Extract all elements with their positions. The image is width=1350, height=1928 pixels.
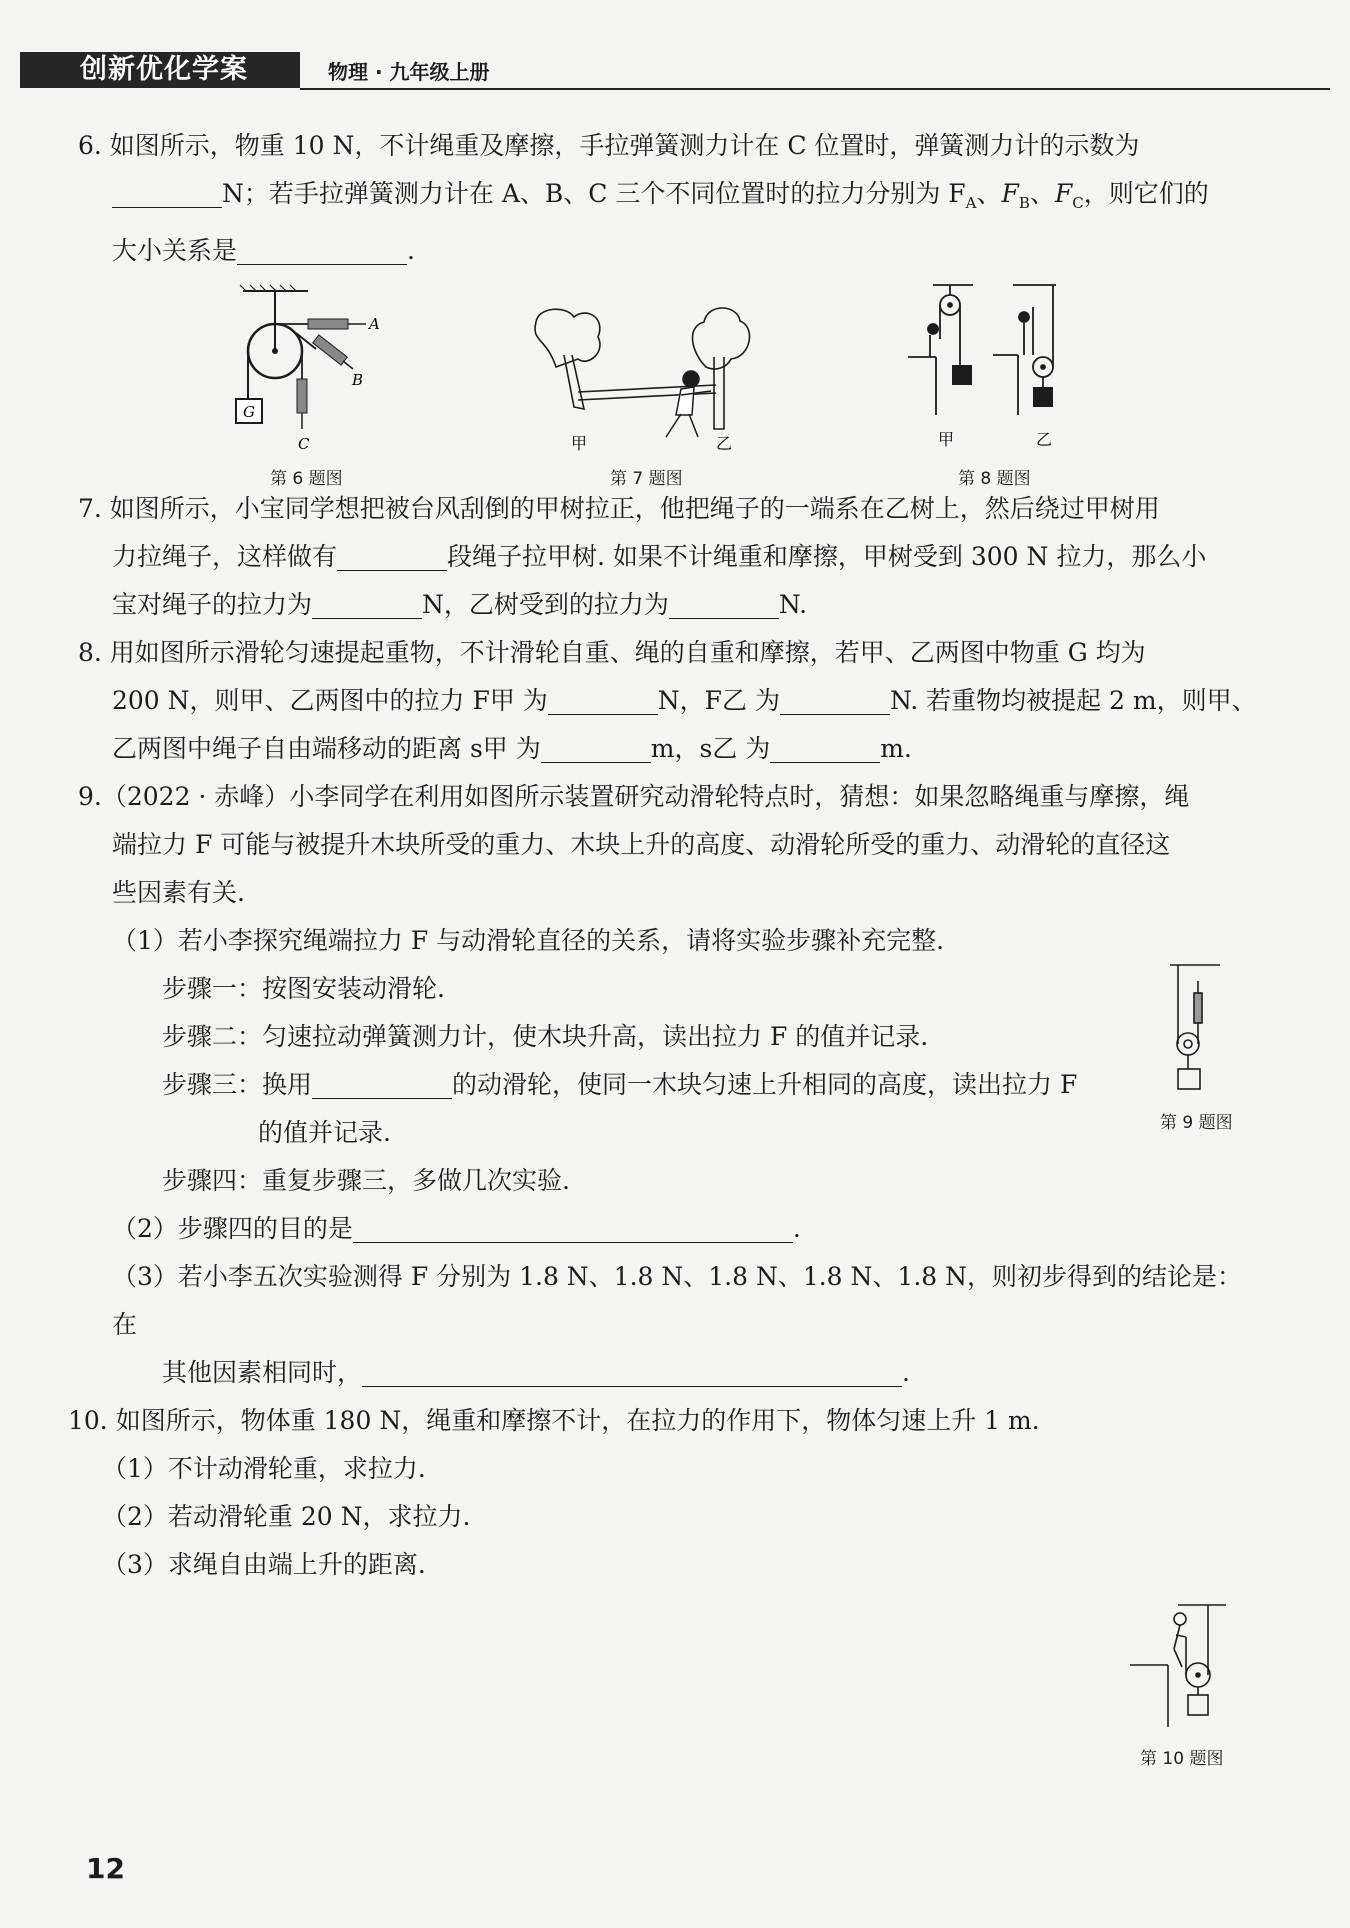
answer-blank[interactable] xyxy=(112,177,222,208)
question-8 xyxy=(78,629,1258,773)
q9-line-2: 端拉力 F 可能与被提升木块所受的重力、木块上升的高度、动滑轮所受的重力、动滑轮的直径这 xyxy=(112,830,1171,859)
figure-8-caption: 第 8 题图 xyxy=(958,469,1031,489)
q10-sub-3: （3）求绳自由端上升的距离. xyxy=(102,1550,426,1579)
answer-blank[interactable] xyxy=(770,732,880,763)
fig7-label-yi: 乙 xyxy=(716,434,733,453)
answer-blank[interactable] xyxy=(780,684,890,715)
figure-7-trees xyxy=(526,297,756,457)
question-7 xyxy=(78,485,1258,629)
fig6-label-b: B xyxy=(352,371,364,389)
question-10 xyxy=(68,1397,1258,1769)
q9-step-2: 步骤二：匀速拉动弹簧测力计，使木块升高，读出拉力 F 的值并记录. xyxy=(162,1022,929,1051)
q9-step-3-cont: 的值并记录. xyxy=(258,1118,391,1147)
fig7-label-jia: 甲 xyxy=(571,434,588,453)
q10-sub-1: （1）不计动滑轮重，求拉力. xyxy=(102,1454,426,1483)
figure-10-pulley xyxy=(1128,1597,1228,1732)
q7-line-3: 宝对绳子的拉力为 N，乙树受到的拉力为 N. xyxy=(112,590,808,619)
fig8-label-yi: 乙 xyxy=(1036,430,1053,449)
page-content xyxy=(68,122,1258,1769)
figure-10-caption: 第 10 题图 xyxy=(1140,1749,1224,1769)
q9-sub-2: （2）步骤四的目的是 . xyxy=(112,1214,801,1243)
q9-sub-3: （3）若小李五次实验测得 F 分别为 1.8 N、1.8 N、1.8 N、1.8 N、1.8 N，则初步得到的结论是：在 xyxy=(112,1262,1242,1339)
q9-step-1: 步骤一：按图安装动滑轮. xyxy=(162,974,445,1003)
page-header xyxy=(20,52,1330,92)
q8-line-2: 200 N，则甲、乙两图中的拉力 F甲 为 N，F乙 为 N. 若重物均被提起 2 m，则甲、 xyxy=(112,686,1257,715)
q9-sub-1: （1）若小李探究绳端拉力 F 与动滑轮直径的关系，请将实验步骤补充完整. xyxy=(112,926,945,955)
answer-blank[interactable] xyxy=(362,1356,902,1387)
answer-blank[interactable] xyxy=(669,588,779,619)
answer-blank[interactable] xyxy=(312,588,422,619)
brand-banner: 创新优化学案 xyxy=(20,52,300,88)
figures-row-6-8 xyxy=(78,275,1258,489)
figure-6-pulley xyxy=(228,281,388,456)
q6-line-2: N；若手拉弹簧测力计在 A、B、C 三个不同位置时的拉力分别为 $F_A$、$F_B$、$F_C$，则它们的 xyxy=(78,170,1258,227)
q10-sub-2: （2）若动滑轮重 20 N，求拉力. xyxy=(102,1502,471,1531)
answer-blank[interactable] xyxy=(548,684,658,715)
q10-line-1: 10. 如图所示，物体重 180 N，绳重和摩擦不计，在拉力的作用下，物体匀速上升 1 m. xyxy=(68,1406,1040,1435)
q9-line-3: 些因素有关. xyxy=(112,878,245,907)
question-9 xyxy=(78,773,1258,1397)
answer-blank[interactable] xyxy=(337,540,447,571)
q7-line-1: 7. 如图所示，小宝同学想把被台风刮倒的甲树拉正，他把绳子的一端系在乙树上，然后绕过甲树用 xyxy=(78,494,1160,523)
figure-6-caption: 第 6 题图 xyxy=(270,469,343,489)
figure-9-movable-pulley xyxy=(1168,959,1228,1099)
fig6-label-a: A xyxy=(369,315,380,333)
header-rule xyxy=(300,88,1330,90)
figure-7-caption: 第 7 题图 xyxy=(610,469,683,489)
answer-blank[interactable] xyxy=(312,1068,452,1099)
q6-line-1: 6. 如图所示，物重 10 N，不计绳重及摩擦，手拉弹簧测力计在 C 位置时，弹簧测力计的示数为 xyxy=(78,131,1140,160)
question-6 xyxy=(78,122,1258,275)
subject-title: 物理 · 九年级上册 xyxy=(328,60,490,84)
figure-8-pulleys xyxy=(908,277,1088,455)
fig6-label-c: C xyxy=(298,435,310,453)
fig6-label-g: G xyxy=(243,403,255,421)
page-number: 12 xyxy=(86,1852,125,1885)
fig8-label-jia: 甲 xyxy=(938,430,955,449)
q9-line-1: 9.（2022 · 赤峰）小李同学在利用如图所示装置研究动滑轮特点时，猜想：如果忽略绳重与摩擦，绳 xyxy=(78,782,1190,811)
q8-line-3: 乙两图中绳子自由端移动的距离 s甲 为 m，s乙 为 m. xyxy=(112,734,912,763)
q7-line-2: 力拉绳子，这样做有 段绳子拉甲树. 如果不计绳重和摩擦，甲树受到 300 N 拉力，那么小 xyxy=(112,542,1207,571)
q9-sub-3-cont: 其他因素相同时， . xyxy=(162,1358,910,1387)
q8-line-1: 8. 用如图所示滑轮匀速提起重物，不计滑轮自重、绳的自重和摩擦，若甲、乙两图中物重 G 均为 xyxy=(78,638,1146,667)
q6-line-3: 大小关系是 . xyxy=(112,236,415,265)
q9-step-3: 步骤三：换用 的动滑轮，使同一木块匀速上升相同的高度，读出拉力 F xyxy=(162,1070,1078,1099)
answer-blank[interactable] xyxy=(353,1212,793,1243)
answer-blank[interactable] xyxy=(541,732,651,763)
q9-step-4: 步骤四：重复步骤三，多做几次实验. xyxy=(162,1166,570,1195)
figure-9-caption: 第 9 题图 xyxy=(1160,1113,1233,1133)
answer-blank[interactable] xyxy=(237,234,407,265)
